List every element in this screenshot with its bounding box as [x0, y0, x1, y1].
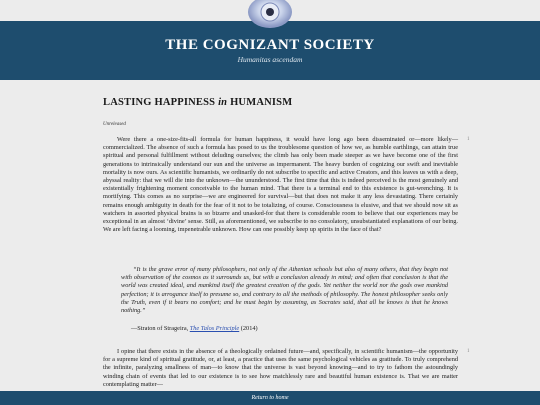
article-body	[0, 80, 540, 391]
attribution-suffix: (2014)	[240, 325, 258, 332]
margin-note-number: 1	[467, 349, 470, 354]
site-title[interactable]	[0, 37, 540, 54]
article-title-suffix: HUMANISM	[230, 97, 293, 108]
block-quote: “It is the grave error of many philosophers, not only of the Athenian schools but also of many others, that they begin not with observation of the cosmos as it surrounds us, but with a conclusion already in mind; and often that conclusion is that the world was created ideal, and mankind itself the greatest creation of the gods. Yet neither the world nor the gods owe mankind perfection; it is arrogance itself to presume so, and contrary to all the methods of philosophy. The honest philosopher seeks only the Truth, even if it bears no comfort; and he must begin by assuming, as Socrates said, that all he knows is that he knows nothing.”	[121, 266, 448, 315]
article-title-em: in	[218, 97, 228, 108]
site-title-main: COGNIZANT SOCIETY	[202, 37, 375, 53]
eye-logo-icon[interactable]	[242, 0, 298, 28]
site-tagline: Humanitas ascendam	[237, 55, 303, 64]
return-home-link[interactable]: Return to home	[0, 391, 540, 405]
article-title-prefix: LASTING HAPPINESS	[103, 97, 216, 108]
paragraph-2: I opine that there exists in the absence of a theologically ordained future—and, specifically, in scientific humanism—the opportunity for a supreme kind of spiritual gratitude, or, at least, a practice that uses the same psychological vehicles as gratitude. To truly comprehend the infinite, paralyzing smallness of man—to know that the universe is vast beyond knowing—and to try to fathom the astoundingly winding chain of events that led to our existence is to see how matchlessly rare and beautiful human existence is. That we are matter contemplating matter—	[103, 348, 458, 388]
talos-principle-link[interactable]: The Talos Principle	[189, 325, 240, 332]
site-title-prefix: THE	[165, 37, 199, 53]
article-byline: Unreleased	[103, 122, 126, 127]
margin-note-number: 1	[467, 137, 470, 142]
attribution-prefix: —Straton of Strageira,	[131, 325, 189, 332]
site-header	[0, 21, 540, 80]
paragraph-1: Were there a one-size-fits-all formula for human happiness, it would have long ago been disseminated or—more likely—commercialized. The absence of such a formula has posed to us the troublesome question of how we, as humble earthlings, can attain true spiritual and personal fulfillment without deluding ourselves; the climb has only been made steeper as we have become one of the first generations to intrinsically understand our sun and the universe as impermanent. The heavy burden of cognizing our swift and inevitable mortality is now ours. As scientific humanists, we ordinarily do not subscribe to specific and active Creators, and this leaves us with a deep, abyssal reality: that we will die into the unknown—the ununderstood. The first time that this is indeed perceived is the most genuinely and existentially frightening moment conceivable to the human mind. That there is a terminal end to this existence is gut-wrenching. It is mortifying. This comes as no surprise—we are engineered for survival—but that does not make it any less devastating. There certainly remains enough ambiguity in death for the fear of it not to be totalizing, of course. Consciousness is elusive, and that we should now sit as watchers in assorted physical brains is so bizarre and unasked-for that there is considerable room to believe that our experiences may be exceptional in an almost ‘divine’ sense. Still, as aforementioned, we subscribe to no consolatory, unsubstantiated explanations of our being. We are left facing a looming, impenetrable unknown. How can one possibly keep up spirits in the face of that?	[103, 136, 458, 234]
article-title	[103, 97, 292, 108]
quote-attribution	[131, 325, 258, 332]
